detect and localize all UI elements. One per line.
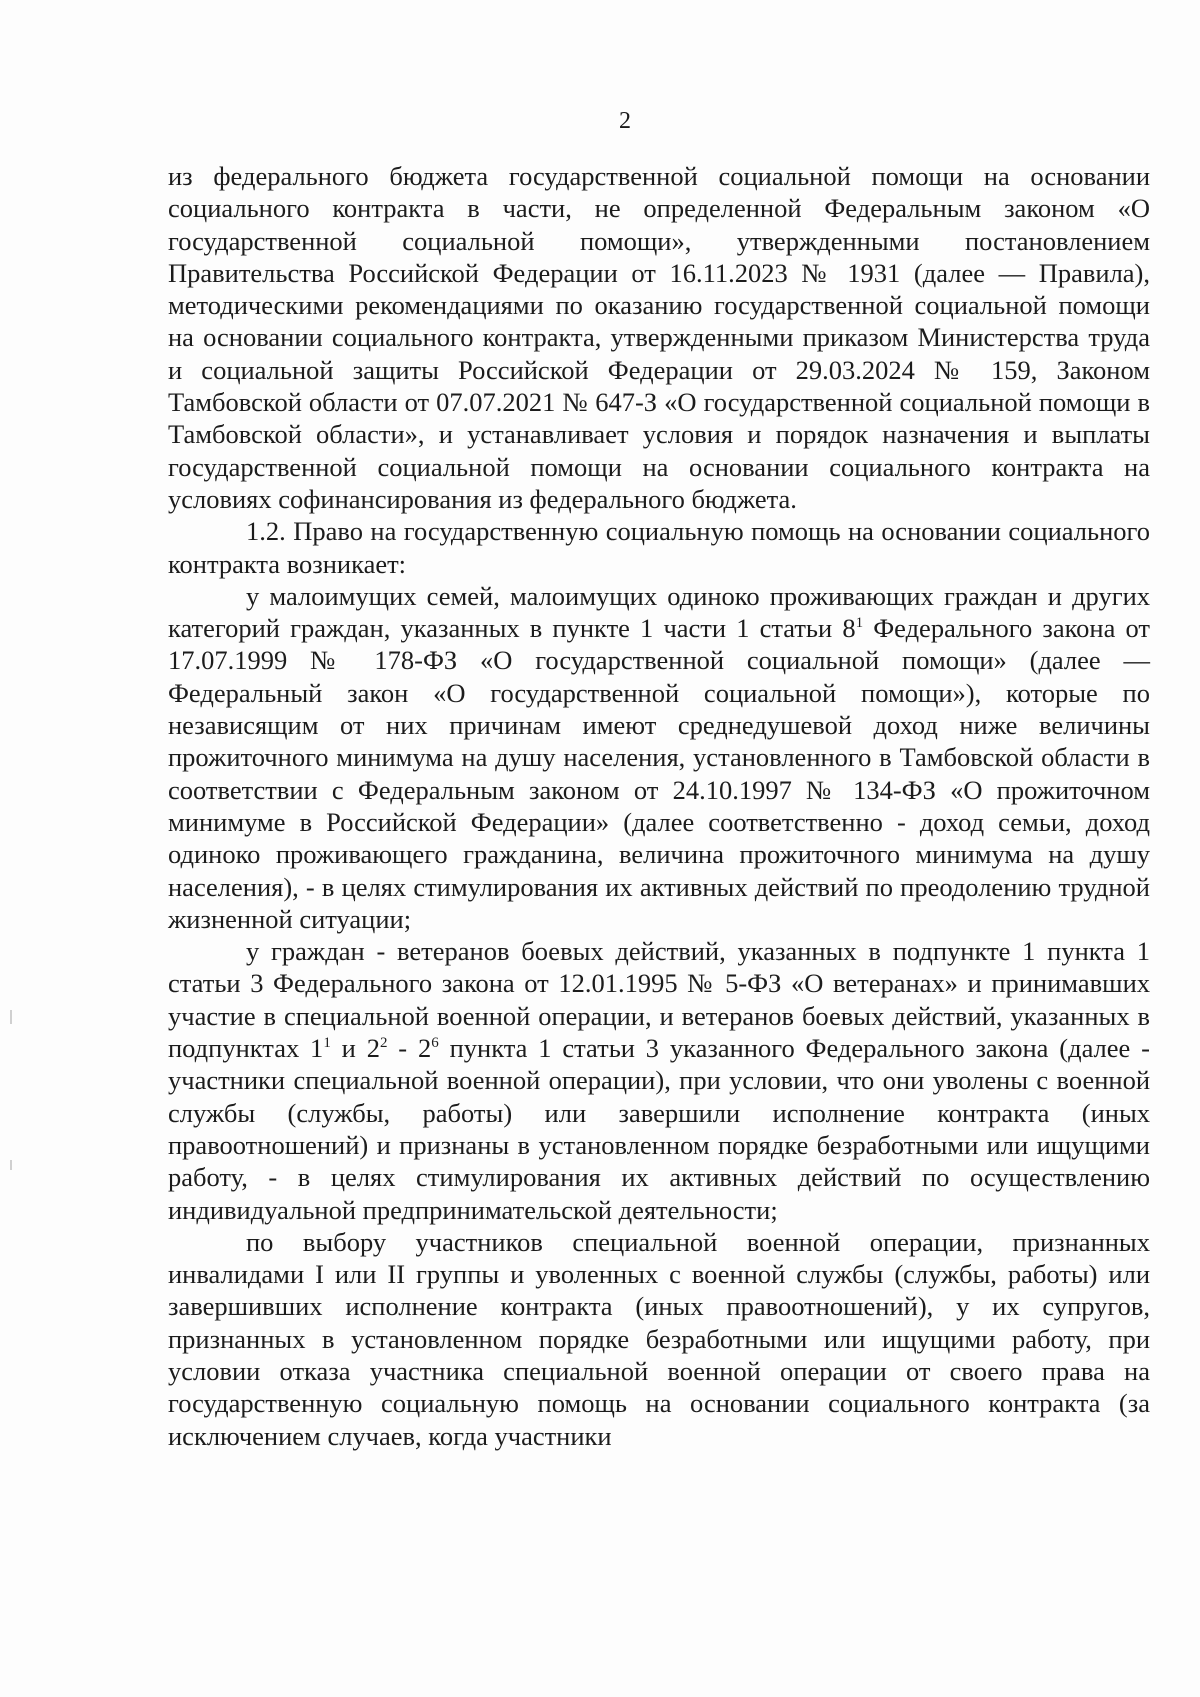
document-body xyxy=(168,160,1150,1452)
paragraph-intro-continuation: из федерального бюджета государственной социальной помощи на основании социального контракта в части, не определенной Федеральным законом «О государственной социальной помощи», утвержденными постановлением Правительства Российской Федерации от 16.11.2023 № 1931 (далее — Правила), методическими рекомендациями по оказанию государственной социальной помощи на основании социального контракта, утвержденными приказом Министерства труда и социальной защиты Российской Федерации от 29.03.2024 № 159, Законом Тамбовской области от 07.07.2021 № 647-З «О государственной социальной помощи в Тамбовской области», и устанавливает условия и порядок назначения и выплаты государственной социальной помощи на основании социального контракта на условиях софинансирования из федерального бюджета. xyxy=(168,161,1150,514)
page-number: 2 xyxy=(619,108,631,134)
scan-artifact xyxy=(10,1160,12,1170)
text-run: у граждан - ветеранов боевых действий, указанных в подпункте 1 пункта 1 статьи 3 Федерального закона от 12.01.1995 № 5-ФЗ «О ветеранах» и принимавших участие в специальной военной операции, и ветеранов боевых действий, указанных в подпунктах 1 xyxy=(168,936,1150,1064)
text-run: - 2 xyxy=(387,1033,432,1064)
text-run: Федерального закона от 17.07.1999 № 178-ФЗ «О государственной социальной помощи» (далее — Федеральный закон «О государственной социальной помощи»), которые по независящим от них причинам имеют среднедушевой доход ниже величины прожиточного минимума на душу населения, установленного в Тамбовской области в соответствии с Федеральным законом от 24.10.1997 № 134-ФЗ «О прожиточном минимуме в Российской Федерации» (далее соответственно - доход семьи, доход одиноко проживающего гражданина, величина прожиточного минимума на душу населения), - в целях стимулирования их активных действий по преодолению трудной жизненной ситуации; xyxy=(168,613,1150,934)
superscript: 1 xyxy=(855,615,864,632)
paragraph-spouses: по выбору участников специальной военной операции, признанных инвалидами I или II группы и уволенных с военной службы (службы, работы) или завершивших исполнение контракта (иных правоотношений), у их супругов, признанных в установленном порядке безработными или ищущими работу, при условии отказа участника специальной военной операции от своего права на государственную социальную помощь на основании социального контракта (за исключением случаев, когда участники xyxy=(168,1226,1150,1451)
paragraph-low-income-families xyxy=(168,580,1150,935)
paragraph-1-2: 1.2. Право на государственную социальную помощь на основании социального контракта возникает: xyxy=(168,516,1150,579)
superscript: 2 xyxy=(379,1035,388,1052)
text-run: у малоимущих семей, малоимущих одиноко проживающих граждан и других категорий граждан, указанных в пункте 1 части 1 статьи 8 xyxy=(168,580,1150,644)
text-run: и 2 xyxy=(330,1033,380,1064)
superscript: 1 xyxy=(323,1035,331,1052)
scan-artifact xyxy=(10,1010,12,1024)
paragraph-combat-veterans xyxy=(168,935,1150,1226)
superscript: 6 xyxy=(431,1035,439,1052)
text-run: пункта 1 статьи 3 указанного Федерального закона (далее - участники специальной военной операции), при условии, что они уволены с военной службы (службы, работы) или завершили исполнение контракта (иных правоотношений) и признаны в установленном порядке безработными или ищущими работу, - в целях стимулирования их активных действий по осуществлению индивидуальной предпринимательской деятельности; xyxy=(168,1033,1150,1225)
